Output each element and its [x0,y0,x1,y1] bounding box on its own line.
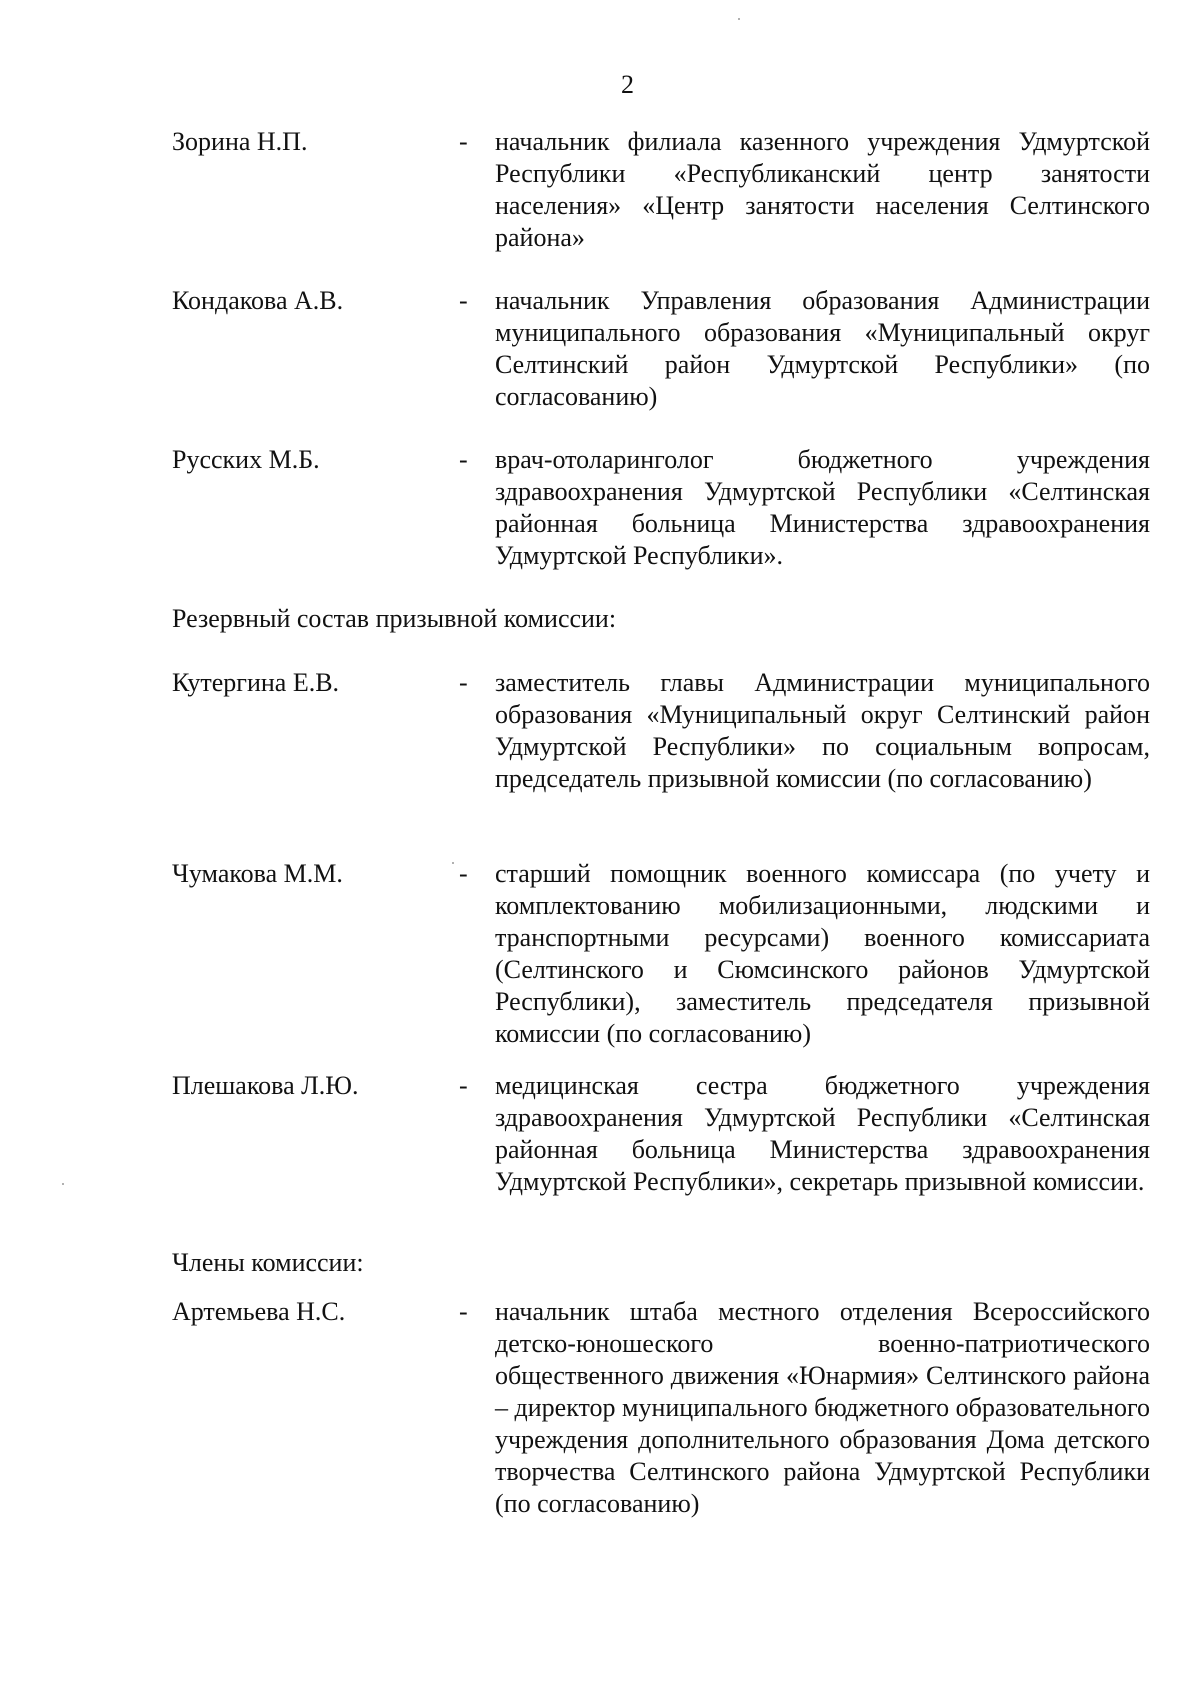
member-entry [172,285,1150,413]
member-description: начальник филиала казенного учреждения Удмуртской Республики «Республиканский центр занятости населения» «Центр занятости населения Селтинского района» [495,127,1150,252]
member-description: старший помощник военного комиссара (по учету и комплектованию мобилизационными, людскими и транспортными ресурсами) военного комиссариата (Селтинского и Сюмсинского районов Удмуртской Республики), заместитель председателя призывной комиссии (по согласованию) [495,859,1150,1048]
member-name: Артемьева Н.С. [172,1297,346,1326]
member-dash: - [459,1071,468,1100]
member-dash: - [459,859,468,888]
member-entry [172,126,1150,254]
member-name: Русских М.Б. [172,445,320,474]
reserve-member-entry [172,667,1150,795]
member-name: Плешакова Л.Ю. [172,1071,359,1100]
page-number: 2 [621,70,634,99]
member-dash: - [459,1297,468,1326]
member-description: заместитель главы Администрации муниципального образования «Муниципальный округ Селтинский район Удмуртской Республики» по социальным вопросам, председатель призывной комиссии (по согласованию) [495,668,1150,793]
member-description: врач-отоларинголог бюджетного учреждения здравоохранения Удмуртской Республики «Селтинская районная больница Министерства здравоохранения Удмуртской Республики». [495,445,1150,570]
member-name: Кутергина Е.В. [172,668,340,697]
member-name: Чумакова М.М. [172,859,343,888]
member-description: начальник Управления образования Администрации муниципального образования «Муниципальный округ Селтинский район Удмуртской Республики» (по согласованию) [495,286,1150,411]
member-entry [172,444,1150,572]
member-dash: - [459,127,468,156]
member-dash: - [459,668,468,697]
reserve-member-entry [172,1070,1150,1198]
scan-speck [738,18,740,20]
member-name: Кондакова А.В. [172,286,344,315]
member-name: Зорина Н.П. [172,127,308,156]
members-heading: Члены комиссии: [172,1248,364,1277]
member-dash: - [459,445,468,474]
scan-speck [452,862,454,864]
reserve-heading: Резервный состав призывной комиссии: [172,604,617,633]
reserve-member-entry [172,858,1150,1050]
commission-member-entry [172,1296,1150,1520]
member-description: начальник штаба местного отделения Всероссийского детско-юношеского военно-патриотического общественного движения «Юнармия» Селтинского района – директор муниципального бюджетного образовательного учреждения дополнительного образования Дома детского творчества Селтинского района Удмуртской Республики (по согласованию) [495,1297,1150,1518]
member-dash: - [459,286,468,315]
member-description: медицинская сестра бюджетного учреждения здравоохранения Удмуртской Республики «Селтинская районная больница Министерства здравоохранения Удмуртской Республики», секретарь призывной комиссии. [495,1071,1150,1196]
scan-speck [62,1183,64,1185]
